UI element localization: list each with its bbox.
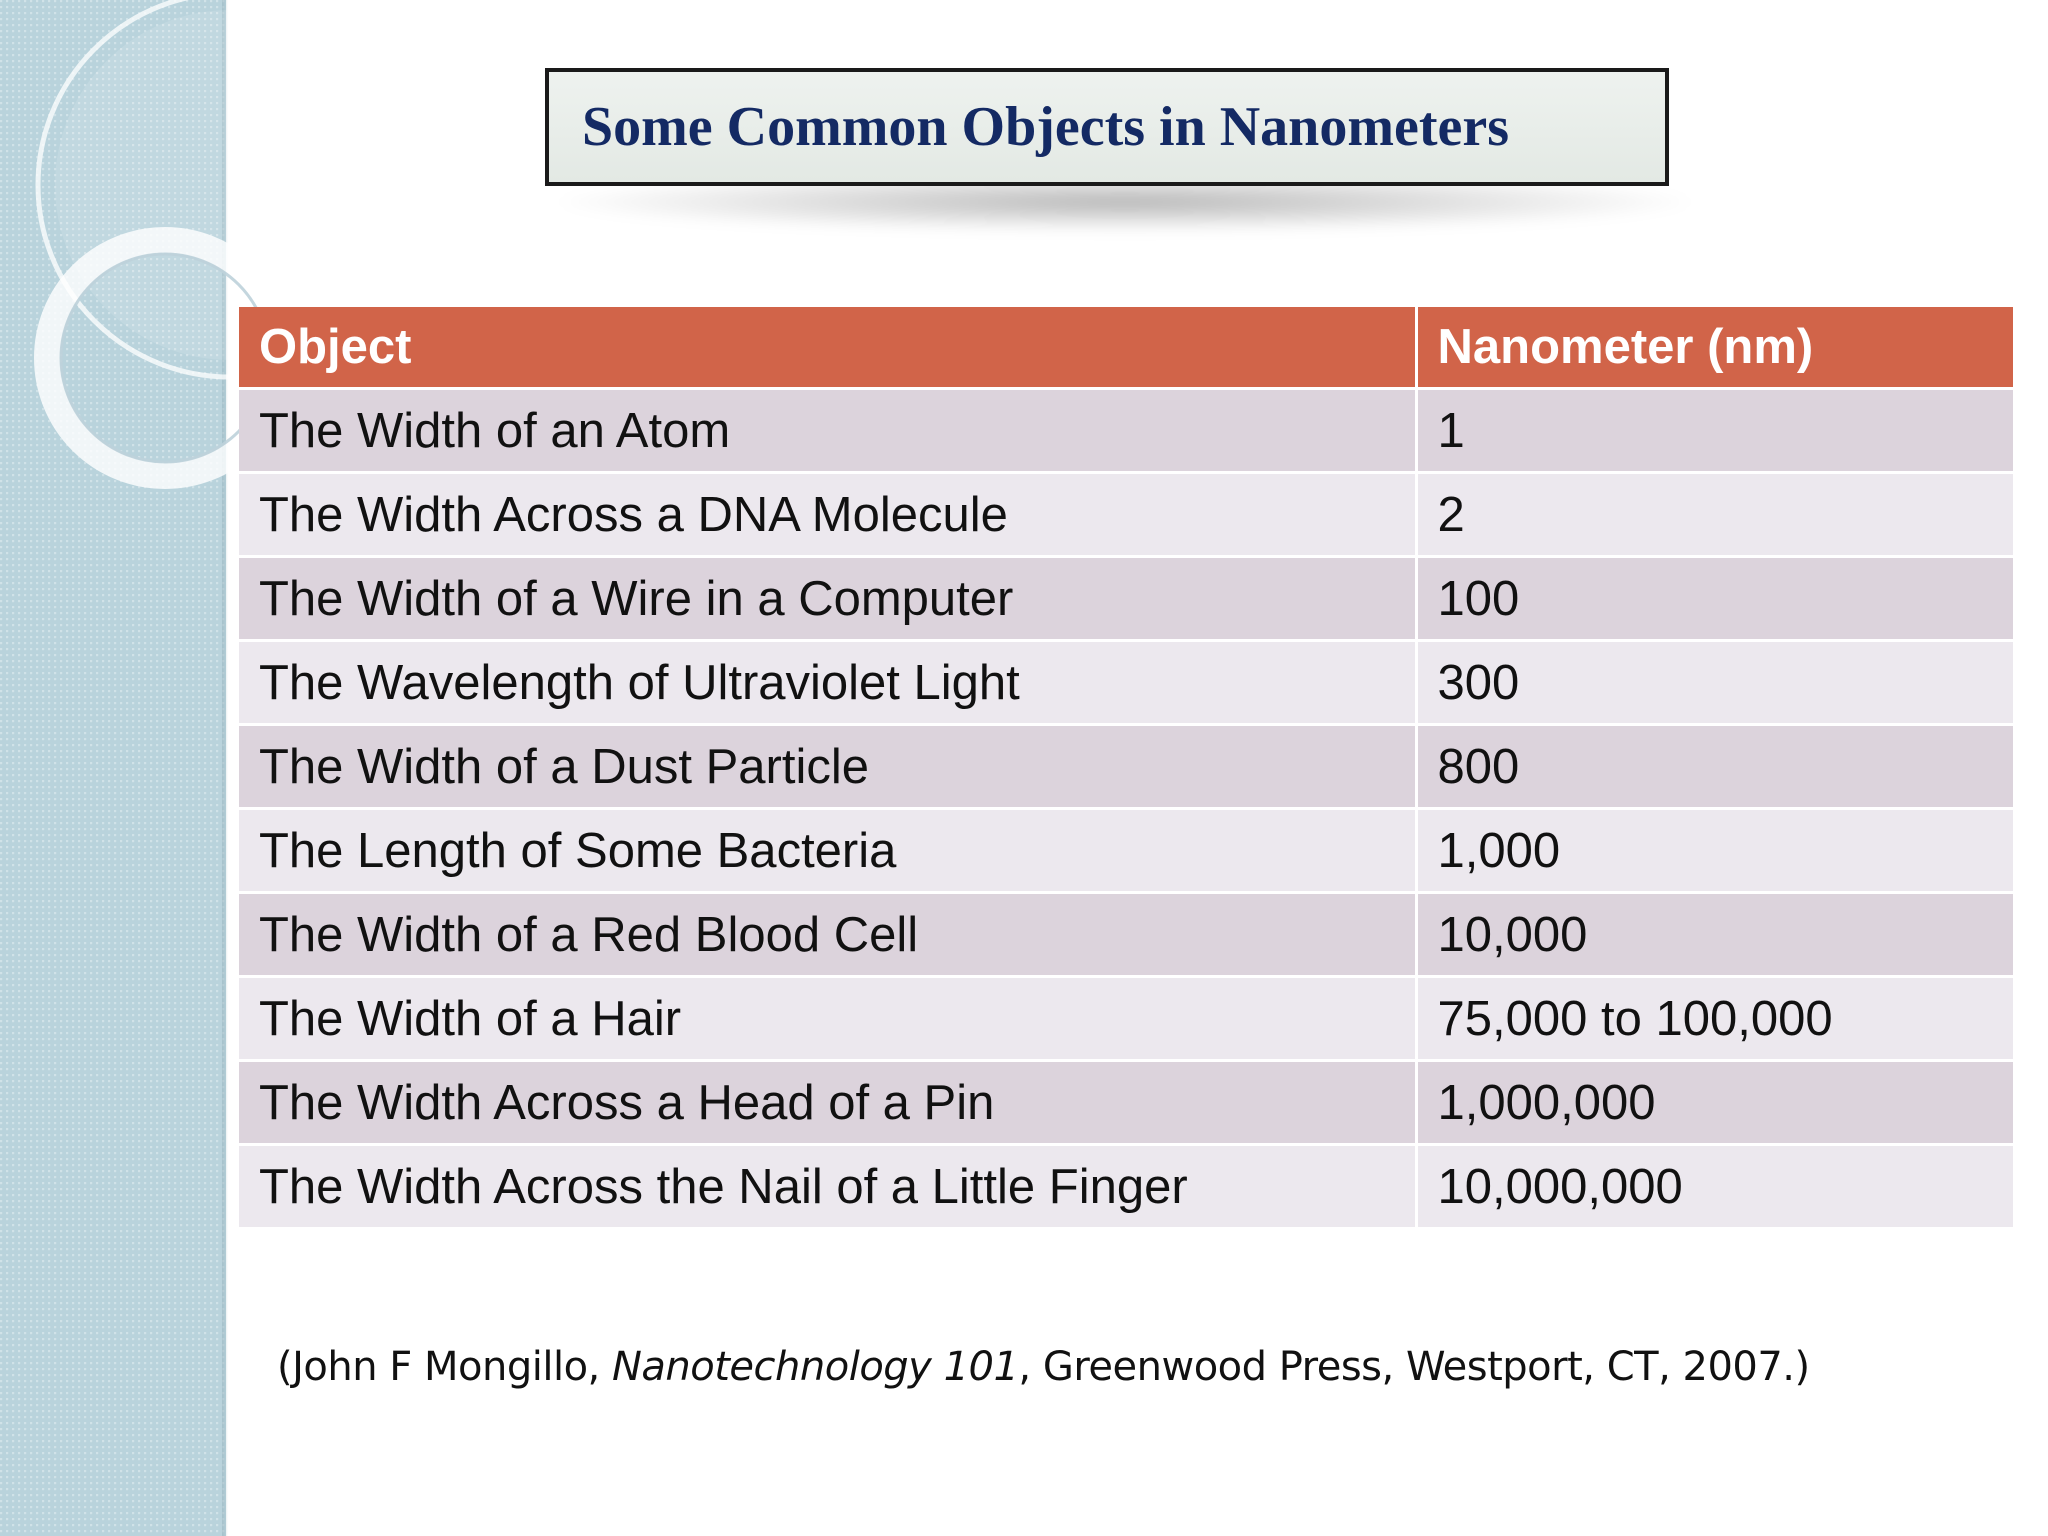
nanometer-cell: 300 <box>1416 641 2013 725</box>
object-cell: The Width of a Dust Particle <box>239 725 1416 809</box>
citation-book-title: Nanotechnology 101 <box>611 1344 1019 1390</box>
table-header-row <box>239 307 2013 389</box>
title-box <box>545 68 1669 186</box>
object-cell: The Width of a Wire in a Computer <box>239 557 1416 641</box>
nanometer-cell: 1 <box>1416 389 2013 473</box>
nanometer-cell: 800 <box>1416 725 2013 809</box>
table-row <box>239 893 2013 977</box>
object-cell: The Width of a Hair <box>239 977 1416 1061</box>
object-cell: The Width Across a Head of a Pin <box>239 1061 1416 1145</box>
object-cell: The Width Across the Nail of a Little Finger <box>239 1145 1416 1229</box>
nanometer-cell: 2 <box>1416 473 2013 557</box>
nanometer-cell: 10,000,000 <box>1416 1145 2013 1229</box>
column-header-object: Object <box>239 307 1416 389</box>
table-row <box>239 473 2013 557</box>
table-row <box>239 1145 2013 1229</box>
nanometer-cell: 100 <box>1416 557 2013 641</box>
table-row <box>239 389 2013 473</box>
page-title: Some Common Objects in Nanometers <box>582 96 1509 158</box>
object-cell: The Width of an Atom <box>239 389 1416 473</box>
table-row <box>239 641 2013 725</box>
nanometer-table <box>239 307 2013 1230</box>
citation-suffix: , Greenwood Press, Westport, CT, 2007.) <box>1018 1344 1810 1390</box>
table-row <box>239 977 2013 1061</box>
decorative-rings-icon <box>0 0 260 520</box>
citation-prefix: (John F Mongillo, <box>277 1344 612 1390</box>
nanometer-cell: 75,000 to 100,000 <box>1416 977 2013 1061</box>
object-cell: The Width Across a DNA Molecule <box>239 473 1416 557</box>
table-row <box>239 725 2013 809</box>
column-header-nanometer: Nanometer (nm) <box>1416 307 2013 389</box>
table-row <box>239 1061 2013 1145</box>
object-cell: The Length of Some Bacteria <box>239 809 1416 893</box>
nanometer-cell: 1,000,000 <box>1416 1061 2013 1145</box>
nanometer-cell: 1,000 <box>1416 809 2013 893</box>
object-cell: The Width of a Red Blood Cell <box>239 893 1416 977</box>
table-row <box>239 809 2013 893</box>
table-row <box>239 557 2013 641</box>
object-cell: The Wavelength of Ultraviolet Light <box>239 641 1416 725</box>
citation <box>277 1344 1810 1390</box>
nanometer-cell: 10,000 <box>1416 893 2013 977</box>
